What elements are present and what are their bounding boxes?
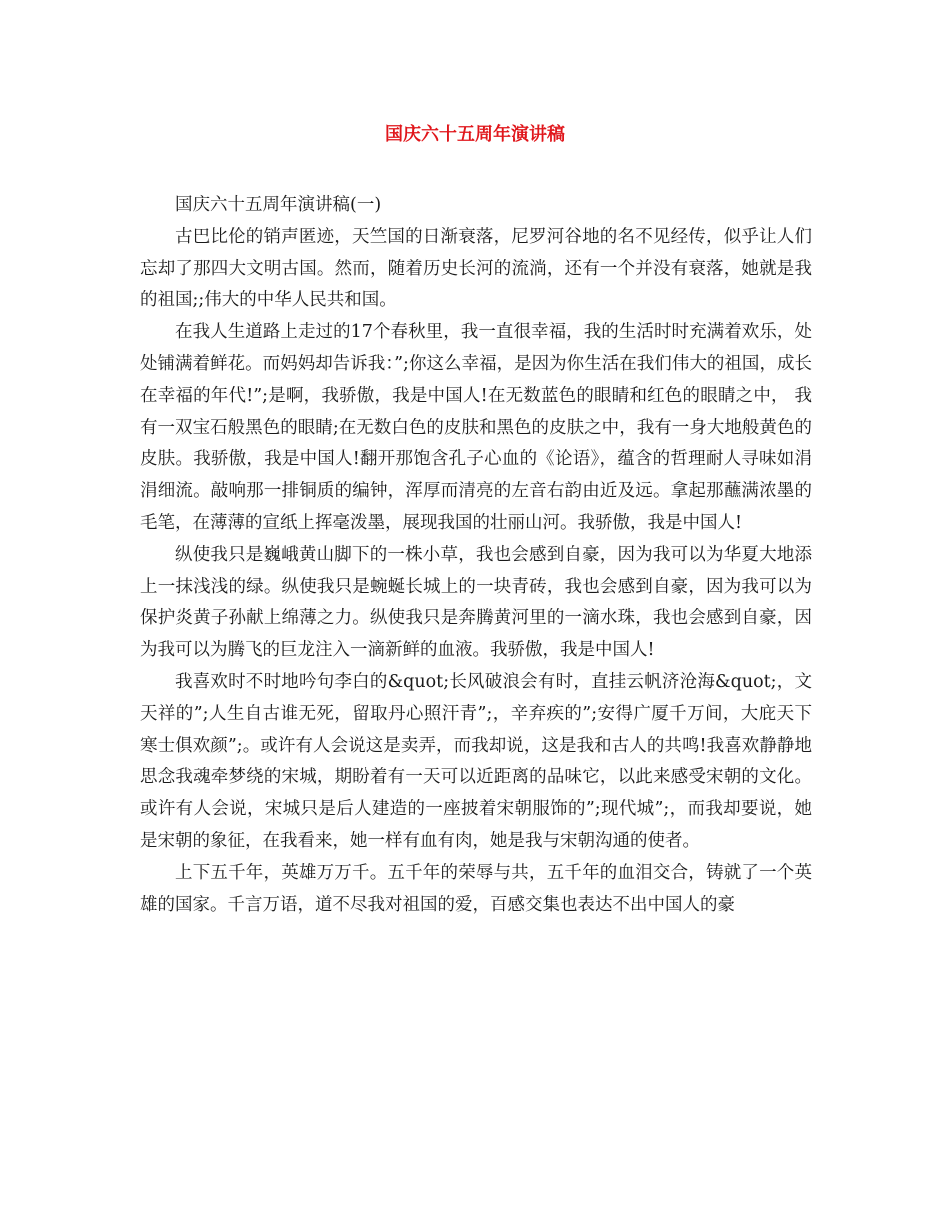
document-body — [140, 190, 812, 921]
paragraph-2: 在我人生道路上走过的17个春秋里，我一直很幸福，我的生活时时充满着欢乐，处处铺满着鲜花。而妈妈却告诉我：”;你这么幸福，是因为你生活在我们伟大的祖国，成长在幸福的年代!”;是啊，我骄傲，我是中国人!在无数蓝色的眼睛和红色的眼睛之中， 我有一双宝石般黑色的眼睛;在无数白色的皮肤和黑色的皮肤之中，我有一身大地般黄色的皮肤。我骄傲，我是中国人!翻开那饱含孔子心血的《论语》，蕴含的哲理耐人寻味如涓涓细流。敲响那一排铜质的编钟，浑厚而清亮的左音右韵由近及远。拿起那蘸满浓墨的毛笔，在薄薄的宣纸上挥毫泼墨，展现我国的壮丽山河。我骄傲，我是中国人! — [140, 322, 812, 533]
document-subtitle: 国庆六十五周年演讲稿(一) — [175, 195, 382, 215]
paragraph-5: 上下五千年，英雄万万千。五千年的荣辱与共，五千年的血泪交合，铸就了一个英雄的国家。千言万语，道不尽我对祖国的爱，百感交集也表达不出中国人的豪 — [140, 862, 812, 915]
paragraph-4: 我喜欢时不时地吟句李白的&quot;长风破浪会有时，直挂云帆济沧海&quot;，文天祥的”;人生自古谁无死，留取丹心照汗青”;，辛弃疾的”;安得广厦千万间，大庇天下寒士俱欢颜”;。或许有人会说这是卖弄，而我却说，这是我和古人的共鸣!我喜欢静静地思念我魂牵梦绕的宋城，期盼着有一天可以近距离的品味它，以此来感受宋朝的文化。或许有人会说，宋城只是后人建造的一座披着宋朝服饰的”;现代城”;，而我却要说，她是宋朝的象征，在我看来，她一样有血有肉，她是我与宋朝沟通的使者。 — [140, 671, 812, 851]
paragraph-1: 古巴比伦的销声匿迹，天竺国的日渐衰落，尼罗河谷地的名不见经传，似乎让人们忘却了那四大文明古国。然而，随着历史长河的流淌，还有一个并没有衰落，她就是我的祖国;;伟大的中华人民共和国。 — [140, 226, 812, 311]
document-title: 国庆六十五周年演讲稿 — [385, 124, 565, 145]
paragraph-3: 纵使我只是巍峨黄山脚下的一株小草，我也会感到自豪，因为我可以为华夏大地添上一抹浅浅的绿。纵使我只是蜿蜒长城上的一块青砖，我也会感到自豪，因为我可以为保护炎黄子孙献上绵薄之力。纵使我只是奔腾黄河里的一滴水珠，我也会感到自豪，因为我可以为腾飞的巨龙注入一滴新鲜的血液。我骄傲，我是中国人! — [140, 544, 812, 661]
